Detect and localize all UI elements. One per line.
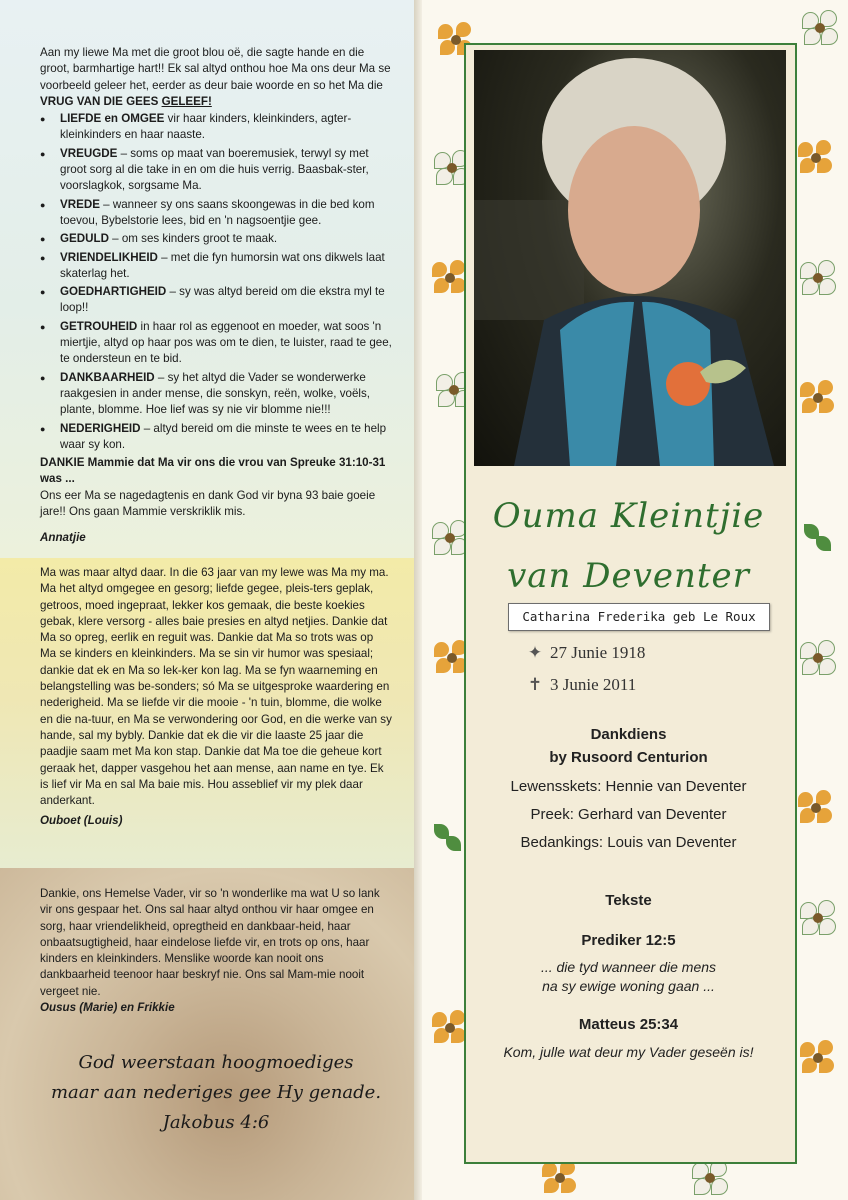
virtue-item: ● DANKBAARHEID – sy het altyd die Vader se wonderwerke raakgesien in ander mense, die sonskyn, reën, wolke, voëls, plante, blomme. Hoe lief was sy nie vir blomme nie!!! [54,370,392,419]
flower-icon [432,520,468,556]
closing-verse [40,1048,392,1138]
virtues-list [40,111,392,453]
texts-heading: Tekste [605,892,652,909]
flower-icon [800,380,836,416]
scripture-ref: Prediker 12:5 [581,932,676,949]
program-item: Preek: Gerhard van Deventer [530,806,727,823]
verse-reference: Jakobus 4:6 [162,1112,270,1133]
portrait-illustration [474,50,786,466]
flower-icon [692,1160,728,1196]
deceased-name-line2: van Deventer [507,556,750,596]
signature-marie: Ousus (Marie) en Frikkie [40,1001,175,1015]
flower-icon [432,1010,468,1046]
virtue-item: ● GOEDHARTIGHEID – sy was altyd bereid om die ekstra myl te loop!! [54,284,392,317]
scripture-text: na sy ewige woning gaan ... [542,978,715,994]
left-panel [0,0,414,1200]
deceased-name-line1: Ouma Kleintjie [492,496,765,536]
virtue-item: ● GEDULD – om ses kinders groot te maak. [54,231,392,247]
tribute-annatjie [40,45,392,547]
program-item: Bedankings: Louis van Deventer [520,834,737,851]
program-item: Lewensskets: Hennie van Deventer [510,778,747,795]
tribute-text: Ma was maar altyd daar. In die 63 jaar van my lewe was Ma my ma. Ma het altyd omgegee en gesorg; liefde gegee, pleis-ters geplak, getroos, moed ingepraat, lekker kos gemaak, die beste koekies gebak, klere versorg - alles baie presies en altyd netjies. Dankie dat Ma so opreg, eerlik en reguit was. Dankie dat Ma so trots was op Ma se kinders en kleinkinders. Ma se sin vir humor was spesiaal; dankie dat ek en Ma so lek-ker kon lag. Ma se fyn waarneming en belangstelling was be-sonders; só Ma se uitgesproke waardering en nederigheid. Ma se liefde vir die mooie - 'n tuin, blomme, die wolke en die na-tuur, en Ma se verwondering oor God, en die werke van sy hande, sal my bybly. Dankie dat ek die vir die laaste 25 jaar die paadjie saam met Ma kon stap. Dankie dat Ma toe die geheue kort geraak het, dapper vasgehou het aan mense, aan name en tye. Ek is lief vir Ma en sal Ma baie mis. Hou asseblief vir my plek daar anderkant. [40,566,392,808]
birth-date: ✦ 27 Junie 1918 [520,643,760,663]
death-date: ✝ 3 Junie 2011 [520,675,760,695]
scripture-text: ... die tyd wanneer die mens [540,959,717,975]
flower-icon [798,790,834,826]
flower-icon [802,10,838,46]
signature-louis: Ouboet (Louis) [40,814,123,828]
tribute-louis [40,565,392,830]
cross-icon: ✝ [527,675,543,694]
scripture-ref: Matteus 25:34 [578,1016,679,1033]
flower-icon [800,900,836,936]
virtue-item: ● GETROUHEID in haar rol as eggenoot en moeder, wat soos 'n miertjie, altyd op haar pos was om te dien, te luister, raad te gee, te ondersteun en te bid. [54,319,392,368]
virtue-item: ● VREDE – wanneer sy ons saans skoongewas in die bed kom toevou, Bybelstorie lees, bid en 'n nagsoentjie gee. [54,197,392,230]
flower-icon [432,260,468,296]
tribute-intro: Aan my liewe Ma met die groot blou oë, die sagte hande en die groot, barmhartige hart!! Ek sal altyd onthou hoe Ma ons deur Ma se voorbeeld geleer het, eerder as deur baie woorde en so het Ma die VRUG VAN DIE GEES GELEEF! [40,46,391,108]
thanks-line: DANKIE Mammie dat Ma vir ons die vrou van Spreuke 31:10-31 was ... [40,456,386,486]
verse-line: maar aan nederiges gee Hy genade. [50,1082,382,1103]
tribute-text: Dankie, ons Hemelse Vader, vir so 'n wonderlike ma wat U so lank vir ons gespaar het. Ons sal haar altyd onthou vir haar omgee en sorg, haar vriendelikheid, opregtheid en dankbaar-heid, haar onbaatsugtigheid, haar eindelose liefde vir, en trots op ons, haar kinders en kleinkinders. Menslike woorde kan nooit ons dankbaarheid teenoor haar beskryf nie. Ons sal Mam-mie nooit vergeet nie. [40,887,380,998]
maiden-name-label: Catharina Frederika geb Le Roux [508,603,770,631]
flower-icon [798,140,834,176]
star-icon: ✦ [527,643,543,662]
flower-icon [800,1040,836,1076]
tribute-marie [40,886,392,1016]
portrait-photo [474,50,786,466]
virtue-item: ● VREUGDE – soms op maat van boeremusiek, terwyl sy met groot sorg al die take in en om die huis verrig. Baasbak-ster, voorslagkok, sorgsame Ma. [54,146,392,195]
leaf-icon [430,820,466,856]
verse-line: God weerstaan hoogmoediges [78,1052,354,1073]
service-location: by Rusoord Centurion [549,749,708,766]
flower-icon [800,260,836,296]
flower-icon [542,1160,578,1196]
closing-line: Ons eer Ma se nagedagtenis en dank God vir byna 93 baie goeie jare!! Ons gaan Mammie verskriklik mis. [40,488,376,519]
service-title: Dankdiens [590,726,667,743]
signature-annatjie: Annatjie [40,531,86,545]
virtue-item: ● VRIENDELIKHEID – met die fyn humorsin wat ons dikwels laat skaterlag het. [54,250,392,283]
scripture-text: Kom, julle wat deur my Vader geseën is! [503,1044,754,1060]
flower-icon [800,640,836,676]
page-fold [414,0,422,1200]
leaf-icon [800,520,836,556]
virtue-item: ● LIEFDE en OMGEE vir haar kinders, kleinkinders, agter-kleinkinders en haar naaste. [54,111,392,144]
virtue-item: ● NEDERIGHEID – altyd bereid om die minste te wees en te help waar sy kon. [54,421,392,454]
